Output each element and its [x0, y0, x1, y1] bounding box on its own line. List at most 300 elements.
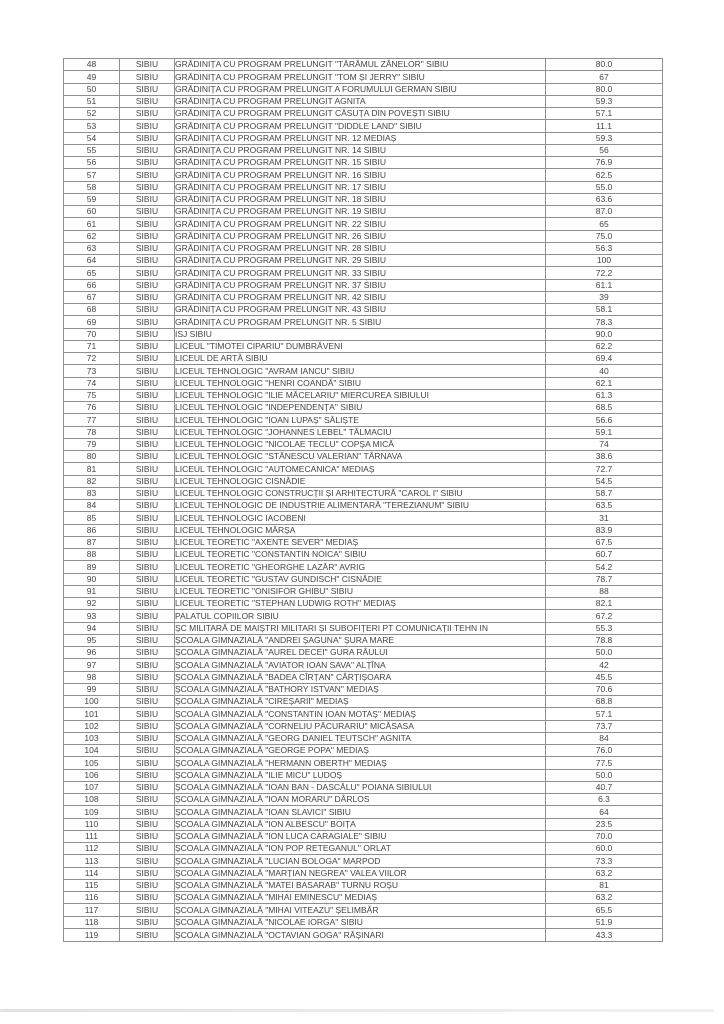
table-row: [64, 108, 663, 120]
school-name-cell: PALATUL COPIILOR SIBIU: [175, 610, 546, 622]
county-cell: SIBIU: [120, 708, 175, 720]
score-cell: 42: [546, 659, 663, 671]
score-cell: 81: [546, 879, 663, 891]
county-cell: SIBIU: [120, 377, 175, 389]
table-row: [64, 524, 663, 536]
school-name-cell: ȘCOALA GIMNAZIALĂ "MIHAI EMINESCU" MEDIAȘ: [175, 892, 546, 904]
score-cell: 39: [546, 291, 663, 303]
table-row: [64, 904, 663, 916]
row-number-cell: 68: [64, 304, 120, 316]
table-row: [64, 892, 663, 904]
county-cell: SIBIU: [120, 647, 175, 659]
table-row: [64, 647, 663, 659]
row-number-cell: 65: [64, 267, 120, 279]
table-row: [64, 536, 663, 548]
row-number-cell: 81: [64, 463, 120, 475]
school-name-cell: LICEUL TEHNOLOGIC MÂRȘA: [175, 524, 546, 536]
table-row: [64, 720, 663, 732]
row-number-cell: 110: [64, 818, 120, 830]
school-name-cell: ȘCOALA GIMNAZIALĂ "ANDREI ȘAGUNA" ȘURA MARE: [175, 634, 546, 646]
row-number-cell: 71: [64, 340, 120, 352]
county-cell: SIBIU: [120, 353, 175, 365]
county-cell: SIBIU: [120, 279, 175, 291]
county-cell: SIBIU: [120, 769, 175, 781]
score-cell: 57.1: [546, 708, 663, 720]
table-row: [64, 928, 663, 941]
row-number-cell: 84: [64, 500, 120, 512]
score-cell: 65: [546, 218, 663, 230]
score-cell: 87.0: [546, 206, 663, 218]
table-row: [64, 622, 663, 634]
school-name-cell: LICEUL TEORETIC "CONSTANTIN NOICA" SIBIU: [175, 549, 546, 561]
school-name-cell: GRĂDINIȚA CU PROGRAM PRELUNGIT CĂSUȚA DIN POVEȘTI SIBIU: [175, 108, 546, 120]
row-number-cell: 75: [64, 389, 120, 401]
county-cell: SIBIU: [120, 218, 175, 230]
row-number-cell: 106: [64, 769, 120, 781]
score-cell: 56.6: [546, 414, 663, 426]
score-cell: 67.2: [546, 610, 663, 622]
table-row: [64, 732, 663, 744]
school-name-cell: LICEUL TEHNOLOGIC "STĂNESCU VALERIAN" TÂRNAVA: [175, 451, 546, 463]
school-name-cell: ȘCOALA GIMNAZIALĂ "CORNELIU PĂCURARIU" MICĂSASA: [175, 720, 546, 732]
school-name-cell: GRĂDINIȚA CU PROGRAM PRELUNGIT "DIDDLE LAND" SIBIU: [175, 120, 546, 132]
score-cell: 73.7: [546, 720, 663, 732]
county-cell: SIBIU: [120, 267, 175, 279]
score-cell: 54.2: [546, 561, 663, 573]
county-cell: SIBIU: [120, 659, 175, 671]
school-name-cell: ȘCOALA GIMNAZIALĂ "IOAN SLAVICI" SIBIU: [175, 806, 546, 818]
row-number-cell: 103: [64, 732, 120, 744]
row-number-cell: 48: [64, 59, 120, 71]
score-cell: 83.9: [546, 524, 663, 536]
score-cell: 62.5: [546, 169, 663, 181]
county-cell: SIBIU: [120, 206, 175, 218]
county-cell: SIBIU: [120, 132, 175, 144]
table-row: [64, 475, 663, 487]
county-cell: SIBIU: [120, 818, 175, 830]
table-row: [64, 59, 663, 71]
school-name-cell: LICEUL TEORETIC "GUSTAV GUNDISCH" CISNĂDIE: [175, 573, 546, 585]
county-cell: SIBIU: [120, 438, 175, 450]
school-name-cell: GRĂDINIȚA CU PROGRAM PRELUNGIT NR. 12 MEDIAȘ: [175, 132, 546, 144]
school-name-cell: ȘCOALA GIMNAZIALĂ "GEORG DANIEL TEUTSCH" AGNITA: [175, 732, 546, 744]
county-cell: SIBIU: [120, 316, 175, 328]
county-cell: SIBIU: [120, 463, 175, 475]
score-cell: 63.5: [546, 500, 663, 512]
county-cell: SIBIU: [120, 169, 175, 181]
score-cell: 63.6: [546, 193, 663, 205]
table-row: [64, 659, 663, 671]
table-row: [64, 193, 663, 205]
score-cell: 6.3: [546, 794, 663, 806]
score-cell: 11.1: [546, 120, 663, 132]
score-cell: 100: [546, 255, 663, 267]
table-row: [64, 451, 663, 463]
school-name-cell: ȘCOALA GIMNAZIALĂ "AUREL DECEI" GURA RÂULUI: [175, 647, 546, 659]
school-name-cell: LICEUL "TIMOTEI CIPARIU" DUMBRĂVENI: [175, 340, 546, 352]
table-row: [64, 157, 663, 169]
score-cell: 67.5: [546, 536, 663, 548]
school-name-cell: GRĂDINIȚA CU PROGRAM PRELUNGIT NR. 26 SIBIU: [175, 230, 546, 242]
county-cell: SIBIU: [120, 95, 175, 107]
county-cell: SIBIU: [120, 867, 175, 879]
county-cell: SIBIU: [120, 830, 175, 842]
school-name-cell: GRĂDINIȚA CU PROGRAM PRELUNGIT NR. 14 SIBIU: [175, 144, 546, 156]
school-name-cell: ȘCOALA GIMNAZIALĂ "ION ALBESCU" BOIȚA: [175, 818, 546, 830]
table-row: [64, 267, 663, 279]
school-name-cell: GRĂDINIȚA CU PROGRAM PRELUNGIT NR. 33 SIBIU: [175, 267, 546, 279]
score-cell: 78.7: [546, 573, 663, 585]
score-cell: 65.5: [546, 904, 663, 916]
school-name-cell: GRĂDINIȚA CU PROGRAM PRELUNGIT NR. 16 SIBIU: [175, 169, 546, 181]
table-row: [64, 365, 663, 377]
school-name-cell: GRĂDINIȚA CU PROGRAM PRELUNGIT NR. 42 SIBIU: [175, 291, 546, 303]
score-cell: 82.1: [546, 598, 663, 610]
row-number-cell: 92: [64, 598, 120, 610]
school-name-cell: GRĂDINIȚA CU PROGRAM PRELUNGIT NR. 18 SIBIU: [175, 193, 546, 205]
row-number-cell: 97: [64, 659, 120, 671]
county-cell: SIBIU: [120, 500, 175, 512]
county-cell: SIBIU: [120, 904, 175, 916]
score-cell: 58.7: [546, 487, 663, 499]
table-row: [64, 549, 663, 561]
score-cell: 80.0: [546, 59, 663, 71]
county-cell: SIBIU: [120, 328, 175, 340]
score-cell: 69.4: [546, 353, 663, 365]
table-row: [64, 328, 663, 340]
row-number-cell: 107: [64, 781, 120, 793]
row-number-cell: 60: [64, 206, 120, 218]
table-row: [64, 438, 663, 450]
table-row: [64, 169, 663, 181]
score-cell: 70.6: [546, 683, 663, 695]
table-row: [64, 291, 663, 303]
table-row: [64, 316, 663, 328]
county-cell: SIBIU: [120, 879, 175, 891]
score-cell: 40: [546, 365, 663, 377]
school-name-cell: ȘCOALA GIMNAZIALĂ "NICOLAE IORGA" SIBIU: [175, 916, 546, 928]
row-number-cell: 100: [64, 696, 120, 708]
school-name-cell: LICEUL DE ARTĂ SIBIU: [175, 353, 546, 365]
table-row: [64, 585, 663, 597]
row-number-cell: 98: [64, 671, 120, 683]
row-number-cell: 66: [64, 279, 120, 291]
county-cell: SIBIU: [120, 781, 175, 793]
row-number-cell: 67: [64, 291, 120, 303]
score-cell: 73.3: [546, 855, 663, 867]
row-number-cell: 57: [64, 169, 120, 181]
row-number-cell: 69: [64, 316, 120, 328]
row-number-cell: 63: [64, 242, 120, 254]
row-number-cell: 78: [64, 426, 120, 438]
row-number-cell: 96: [64, 647, 120, 659]
county-cell: SIBIU: [120, 549, 175, 561]
school-name-cell: GRĂDINIȚA CU PROGRAM PRELUNGIT NR. 22 SIBIU: [175, 218, 546, 230]
row-number-cell: 111: [64, 830, 120, 842]
row-number-cell: 73: [64, 365, 120, 377]
table-row: [64, 181, 663, 193]
table-row: [64, 230, 663, 242]
table-row: [64, 916, 663, 928]
school-name-cell: ȘCOALA GIMNAZIALĂ "IOAN MORARU" DÂRLOS: [175, 794, 546, 806]
school-name-cell: LICEUL TEORETIC "GHEORGHE LAZĂR" AVRIG: [175, 561, 546, 573]
score-cell: 61.3: [546, 389, 663, 401]
table-row: [64, 206, 663, 218]
score-cell: 84: [546, 732, 663, 744]
county-cell: SIBIU: [120, 242, 175, 254]
county-cell: SIBIU: [120, 561, 175, 573]
row-number-cell: 95: [64, 634, 120, 646]
row-number-cell: 119: [64, 928, 120, 941]
county-cell: SIBIU: [120, 585, 175, 597]
row-number-cell: 61: [64, 218, 120, 230]
county-cell: SIBIU: [120, 304, 175, 316]
school-name-cell: GRĂDINIȚA CU PROGRAM PRELUNGIT NR. 43 SIBIU: [175, 304, 546, 316]
row-number-cell: 91: [64, 585, 120, 597]
table-row: [64, 304, 663, 316]
table-row: [64, 95, 663, 107]
row-number-cell: 86: [64, 524, 120, 536]
school-name-cell: LICEUL TEHNOLOGIC "ILIE MĂCELARIU" MIERCUREA SIBIULUI: [175, 389, 546, 401]
score-cell: 72.2: [546, 267, 663, 279]
county-cell: SIBIU: [120, 928, 175, 941]
row-number-cell: 49: [64, 71, 120, 83]
row-number-cell: 52: [64, 108, 120, 120]
school-name-cell: GRĂDINIȚA CU PROGRAM PRELUNGIT NR. 37 SIBIU: [175, 279, 546, 291]
county-cell: SIBIU: [120, 634, 175, 646]
county-cell: SIBIU: [120, 475, 175, 487]
county-cell: SIBIU: [120, 892, 175, 904]
score-cell: 76.9: [546, 157, 663, 169]
score-cell: 63.2: [546, 892, 663, 904]
table-row: [64, 512, 663, 524]
row-number-cell: 116: [64, 892, 120, 904]
score-cell: 76.0: [546, 745, 663, 757]
row-number-cell: 72: [64, 353, 120, 365]
table-row: [64, 426, 663, 438]
county-cell: SIBIU: [120, 157, 175, 169]
school-name-cell: LICEUL TEHNOLOGIC "JOHANNES LEBEL" TĂLMACIU: [175, 426, 546, 438]
score-cell: 58.1: [546, 304, 663, 316]
school-name-cell: ISJ SIBIU: [175, 328, 546, 340]
school-name-cell: LICEUL TEHNOLOGIC "AVRAM IANCU" SIBIU: [175, 365, 546, 377]
table-row: [64, 487, 663, 499]
score-cell: 68.8: [546, 696, 663, 708]
score-cell: 31: [546, 512, 663, 524]
table-row: [64, 634, 663, 646]
row-number-cell: 108: [64, 794, 120, 806]
county-cell: SIBIU: [120, 916, 175, 928]
table-row: [64, 71, 663, 83]
school-name-cell: GRĂDINIȚA CU PROGRAM PRELUNGIT "TĂRÂMUL ZÂNELOR" SIBIU: [175, 59, 546, 71]
county-cell: SIBIU: [120, 426, 175, 438]
table-row: [64, 806, 663, 818]
row-number-cell: 59: [64, 193, 120, 205]
score-cell: 78.3: [546, 316, 663, 328]
table-row: [64, 769, 663, 781]
row-number-cell: 104: [64, 745, 120, 757]
county-cell: SIBIU: [120, 536, 175, 548]
table-row: [64, 745, 663, 757]
school-name-cell: LICEUL TEHNOLOGIC IACOBENI: [175, 512, 546, 524]
table-row: [64, 830, 663, 842]
table-row: [64, 867, 663, 879]
county-cell: SIBIU: [120, 230, 175, 242]
score-cell: 40.7: [546, 781, 663, 793]
school-name-cell: LICEUL TEORETIC "AXENTE SEVER" MEDIAȘ: [175, 536, 546, 548]
school-name-cell: ȘCOALA GIMNAZIALĂ "LUCIAN BOLOGA" MARPOD: [175, 855, 546, 867]
row-number-cell: 117: [64, 904, 120, 916]
school-name-cell: ȘCOALA GIMNAZIALĂ "ION POP RETEGANUL" ORLAT: [175, 843, 546, 855]
row-number-cell: 58: [64, 181, 120, 193]
county-cell: SIBIU: [120, 193, 175, 205]
county-cell: SIBIU: [120, 255, 175, 267]
county-cell: SIBIU: [120, 83, 175, 95]
school-name-cell: LICEUL TEHNOLOGIC "AUTOMECANICA" MEDIAȘ: [175, 463, 546, 475]
table-row: [64, 389, 663, 401]
score-cell: 70.0: [546, 830, 663, 842]
school-name-cell: ȘCOALA GIMNAZIALĂ "CONSTANTIN IOAN MOTAȘ" MEDIAȘ: [175, 708, 546, 720]
row-number-cell: 55: [64, 144, 120, 156]
row-number-cell: 109: [64, 806, 120, 818]
row-number-cell: 88: [64, 549, 120, 561]
county-cell: SIBIU: [120, 806, 175, 818]
table-row: [64, 500, 663, 512]
school-name-cell: ȘC MILITARĂ DE MAIȘTRI MILITARI ȘI SUBOFIȚERI PT COMUNICAȚII TEHN IN: [175, 622, 546, 634]
table-row: [64, 144, 663, 156]
school-name-cell: LICEUL TEHNOLOGIC "INDEPENDENȚA" SIBIU: [175, 402, 546, 414]
school-name-cell: GRĂDINIȚA CU PROGRAM PRELUNGIT NR. 28 SIBIU: [175, 242, 546, 254]
school-name-cell: LICEUL TEHNOLOGIC DE INDUSTRIE ALIMENTARĂ "TEREZIANUM" SIBIU: [175, 500, 546, 512]
school-name-cell: ȘCOALA GIMNAZIALĂ "MATEI BASARAB" TURNU ROȘU: [175, 879, 546, 891]
score-cell: 59.1: [546, 426, 663, 438]
school-name-cell: GRĂDINIȚA CU PROGRAM PRELUNGIT NR. 17 SIBIU: [175, 181, 546, 193]
school-name-cell: ȘCOALA GIMNAZIALĂ "ILIE MICU" LUDOȘ: [175, 769, 546, 781]
row-number-cell: 118: [64, 916, 120, 928]
table-row: [64, 463, 663, 475]
county-cell: SIBIU: [120, 683, 175, 695]
score-cell: 23.5: [546, 818, 663, 830]
row-number-cell: 62: [64, 230, 120, 242]
county-cell: SIBIU: [120, 512, 175, 524]
row-number-cell: 82: [64, 475, 120, 487]
row-number-cell: 115: [64, 879, 120, 891]
row-number-cell: 85: [64, 512, 120, 524]
school-name-cell: LICEUL TEHNOLOGIC "IOAN LUPAȘ" SĂLIȘTE: [175, 414, 546, 426]
school-name-cell: ȘCOALA GIMNAZIALĂ "ION LUCA CARAGIALE" SIBIU: [175, 830, 546, 842]
row-number-cell: 54: [64, 132, 120, 144]
score-cell: 62.1: [546, 377, 663, 389]
school-name-cell: ȘCOALA GIMNAZIALĂ "OCTAVIAN GOGA" RĂȘINARI: [175, 928, 546, 941]
table-row: [64, 573, 663, 585]
row-number-cell: 113: [64, 855, 120, 867]
score-cell: 62.2: [546, 340, 663, 352]
table-row: [64, 781, 663, 793]
school-name-cell: LICEUL TEHNOLOGIC CONSTRUCȚII ȘI ARHITECTURĂ "CAROL I" SIBIU: [175, 487, 546, 499]
row-number-cell: 77: [64, 414, 120, 426]
school-name-cell: ȘCOALA GIMNAZIALĂ "GEORGE POPA" MEDIAȘ: [175, 745, 546, 757]
county-cell: SIBIU: [120, 794, 175, 806]
score-cell: 77.5: [546, 757, 663, 769]
table-row: [64, 843, 663, 855]
score-cell: 56.3: [546, 242, 663, 254]
table-row: [64, 818, 663, 830]
row-number-cell: 90: [64, 573, 120, 585]
score-cell: 50.0: [546, 647, 663, 659]
county-cell: SIBIU: [120, 108, 175, 120]
score-cell: 61.1: [546, 279, 663, 291]
table-row: [64, 610, 663, 622]
score-cell: 59.3: [546, 132, 663, 144]
row-number-cell: 80: [64, 451, 120, 463]
table-row: [64, 132, 663, 144]
row-number-cell: 102: [64, 720, 120, 732]
row-number-cell: 53: [64, 120, 120, 132]
school-name-cell: ȘCOALA GIMNAZIALĂ "HERMANN OBERTH" MEDIAȘ: [175, 757, 546, 769]
row-number-cell: 89: [64, 561, 120, 573]
school-name-cell: GRĂDINIȚA CU PROGRAM PRELUNGIT NR. 29 SIBIU: [175, 255, 546, 267]
county-cell: SIBIU: [120, 291, 175, 303]
row-number-cell: 99: [64, 683, 120, 695]
score-cell: 72.7: [546, 463, 663, 475]
table-row: [64, 696, 663, 708]
schools-table: [63, 58, 663, 942]
county-cell: SIBIU: [120, 757, 175, 769]
row-number-cell: 64: [64, 255, 120, 267]
score-cell: 63.2: [546, 867, 663, 879]
score-cell: 43.3: [546, 928, 663, 941]
table-row: [64, 353, 663, 365]
county-cell: SIBIU: [120, 573, 175, 585]
score-cell: 55.3: [546, 622, 663, 634]
county-cell: SIBIU: [120, 120, 175, 132]
school-name-cell: LICEUL TEHNOLOGIC CISNĂDIE: [175, 475, 546, 487]
score-cell: 74: [546, 438, 663, 450]
table-row: [64, 598, 663, 610]
score-cell: 56: [546, 144, 663, 156]
table-row: [64, 757, 663, 769]
county-cell: SIBIU: [120, 402, 175, 414]
row-number-cell: 112: [64, 843, 120, 855]
school-name-cell: GRĂDINIȚA CU PROGRAM PRELUNGIT NR. 5 SIBIU: [175, 316, 546, 328]
school-name-cell: GRĂDINIȚA CU PROGRAM PRELUNGIT NR. 19 SIBIU: [175, 206, 546, 218]
score-cell: 57.1: [546, 108, 663, 120]
table-row: [64, 794, 663, 806]
table-row: [64, 414, 663, 426]
county-cell: SIBIU: [120, 855, 175, 867]
school-name-cell: ȘCOALA GIMNAZIALĂ "IOAN BAN - DASCĂLU" POIANA SIBIULUI: [175, 781, 546, 793]
score-cell: 64: [546, 806, 663, 818]
row-number-cell: 114: [64, 867, 120, 879]
table-row: [64, 377, 663, 389]
table-row: [64, 402, 663, 414]
row-number-cell: 56: [64, 157, 120, 169]
score-cell: 51.9: [546, 916, 663, 928]
county-cell: SIBIU: [120, 524, 175, 536]
row-number-cell: 76: [64, 402, 120, 414]
county-cell: SIBIU: [120, 622, 175, 634]
county-cell: SIBIU: [120, 671, 175, 683]
school-name-cell: ȘCOALA GIMNAZIALĂ "BADEA CÎRȚAN" CÂRȚIȘOARA: [175, 671, 546, 683]
school-name-cell: LICEUL TEHNOLOGIC "HENRI COANDĂ" SIBIU: [175, 377, 546, 389]
county-cell: SIBIU: [120, 610, 175, 622]
school-name-cell: LICEUL TEORETIC "STEPHAN LUDWIG ROTH" MEDIAȘ: [175, 598, 546, 610]
county-cell: SIBIU: [120, 389, 175, 401]
school-name-cell: LICEUL TEHNOLOGIC "NICOLAE TECLU" COPȘA MICĂ: [175, 438, 546, 450]
score-cell: 60.7: [546, 549, 663, 561]
county-cell: SIBIU: [120, 720, 175, 732]
school-name-cell: LICEUL TEORETIC "ONISIFOR GHIBU" SIBIU: [175, 585, 546, 597]
